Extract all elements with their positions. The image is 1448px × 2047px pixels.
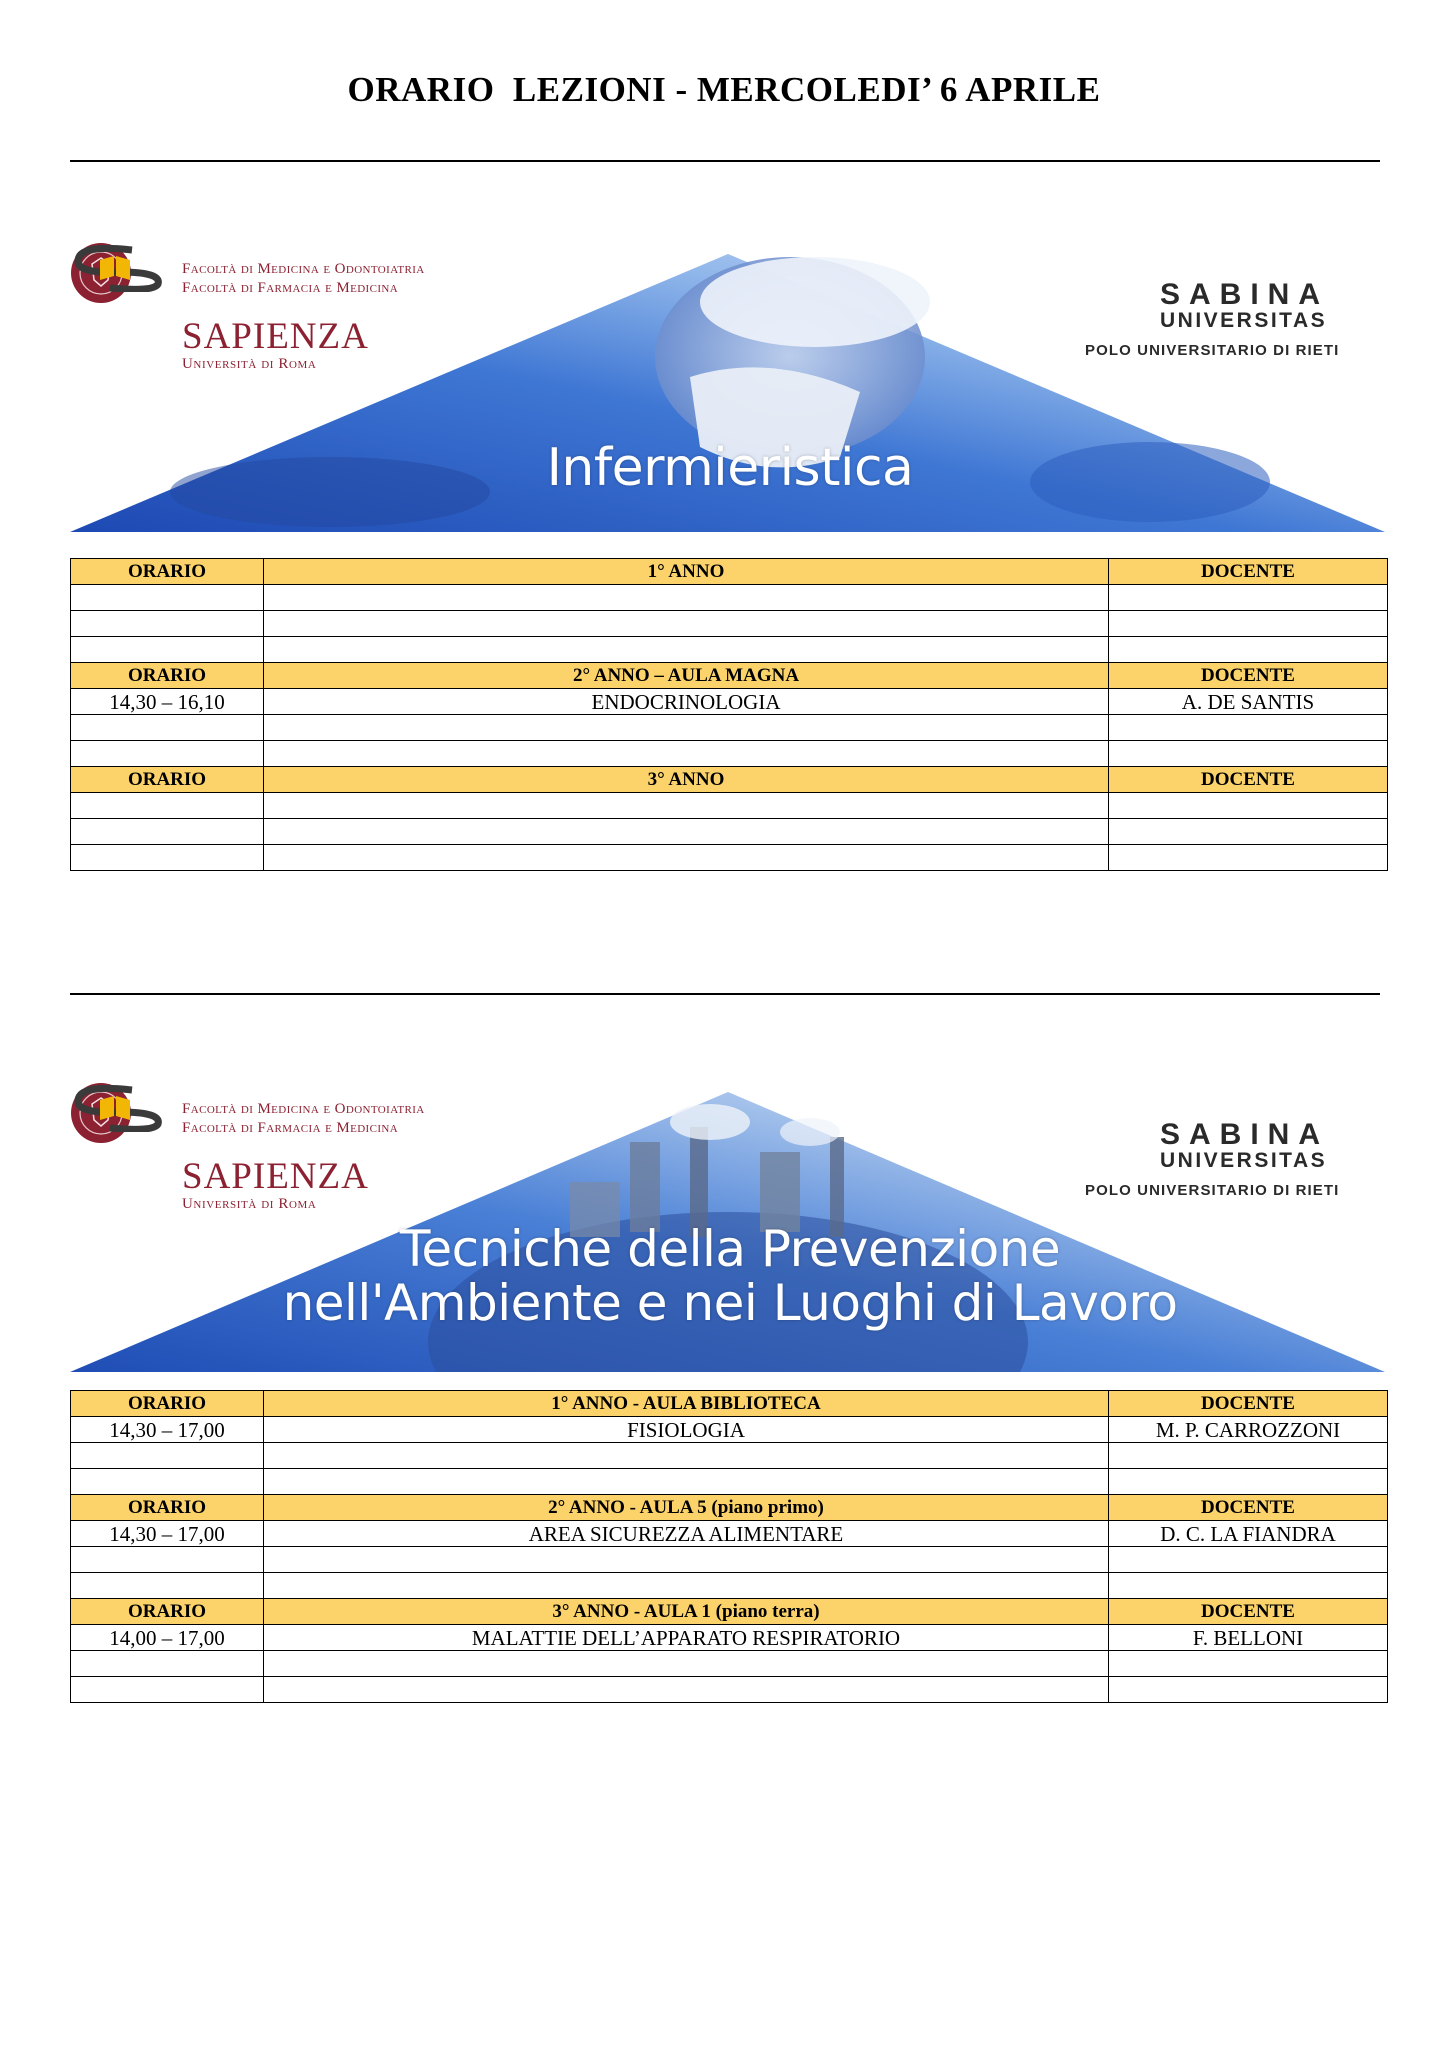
cell-docente: A. DE SANTIS	[1109, 689, 1388, 715]
sapienza-subtitle: Università di Roma	[182, 1196, 317, 1212]
table-header-row	[71, 1391, 1388, 1417]
banner-infermieristica	[70, 242, 1385, 532]
header-docente: DOCENTE	[1109, 559, 1388, 585]
header-docente: DOCENTE	[1109, 1495, 1388, 1521]
course-title-line-2: nell'Ambiente e nei Luoghi di Lavoro	[282, 1274, 1178, 1332]
table-row	[71, 793, 1388, 819]
cell-orario: 14,30 – 17,00	[71, 1417, 264, 1443]
table-row	[71, 715, 1388, 741]
cell-orario: 14,00 – 17,00	[71, 1625, 264, 1651]
course-title	[260, 1222, 1200, 1330]
divider	[70, 993, 1380, 995]
page-title: ORARIO LEZIONI - MERCOLEDI’ 6 APRILE	[347, 70, 1101, 109]
table-header-row	[71, 559, 1388, 585]
table-row	[71, 1651, 1388, 1677]
header-anno: 1° ANNO - AULA BIBLIOTECA	[264, 1391, 1109, 1417]
faculty-line-2: Facoltà di Farmacia e Medicina	[182, 280, 399, 296]
header-anno: 3° ANNO	[264, 767, 1109, 793]
table-row	[71, 845, 1388, 871]
table-row	[71, 1625, 1388, 1651]
schedule-table-tecniche-prevenzione	[70, 1390, 1388, 1703]
cell-materia: ENDOCRINOLOGIA	[264, 689, 1109, 715]
header-docente: DOCENTE	[1109, 767, 1388, 793]
sapienza-wordmark: SAPIENZA	[182, 1156, 369, 1197]
table-header-row	[71, 1495, 1388, 1521]
header-orario: ORARIO	[71, 1599, 264, 1625]
table-row	[71, 689, 1388, 715]
cell-docente: M. P. CARROZZONI	[1109, 1417, 1388, 1443]
table-row	[71, 585, 1388, 611]
faculty-names	[182, 260, 425, 298]
sabina-logo-icon	[70, 242, 170, 292]
faculty-line-1: Facoltà di Medicina e Odontoiatria	[182, 261, 425, 277]
table-header-row	[71, 1599, 1388, 1625]
cell-docente: F. BELLONI	[1109, 1625, 1388, 1651]
course-title-line-1: Tecniche della Prevenzione	[399, 1220, 1061, 1278]
table-row	[71, 1677, 1388, 1703]
schedule-table-infermieristica	[70, 558, 1388, 871]
cell-docente: D. C. LA FIANDRA	[1109, 1521, 1388, 1547]
cell-orario: 14,30 – 17,00	[71, 1521, 264, 1547]
header-orario: ORARIO	[71, 1495, 264, 1521]
table-row	[71, 611, 1388, 637]
header-anno: 2° ANNO - AULA 5 (piano primo)	[264, 1495, 1109, 1521]
course-title: Infermieristica	[546, 438, 914, 498]
universitas-wordmark: UNIVERSITAS	[1160, 1149, 1328, 1172]
header-orario: ORARIO	[71, 767, 264, 793]
header-orario: ORARIO	[71, 1391, 264, 1417]
table-row	[71, 1469, 1388, 1495]
faculty-names	[182, 1100, 425, 1138]
header-docente: DOCENTE	[1109, 1599, 1388, 1625]
table-row	[71, 741, 1388, 767]
sabina-wordmark: SABINA	[1160, 278, 1330, 311]
banner-tecniche-prevenzione	[70, 1082, 1385, 1372]
header-anno: 2° ANNO – AULA MAGNA	[264, 663, 1109, 689]
faculty-line-2: Facoltà di Farmacia e Medicina	[182, 1120, 399, 1136]
polo-rieti-label: POLO UNIVERSITARIO DI RIETI	[1085, 1182, 1340, 1199]
table-row	[71, 637, 1388, 663]
faculty-line-1: Facoltà di Medicina e Odontoiatria	[182, 1101, 425, 1117]
header-anno: 3° ANNO - AULA 1 (piano terra)	[264, 1599, 1109, 1625]
table-row	[71, 1547, 1388, 1573]
table-row	[71, 1443, 1388, 1469]
sapienza-subtitle: Università di Roma	[182, 356, 317, 372]
polo-rieti-label: POLO UNIVERSITARIO DI RIETI	[1085, 342, 1340, 359]
universitas-wordmark: UNIVERSITAS	[1160, 309, 1328, 332]
header-orario: ORARIO	[71, 559, 264, 585]
table-row	[71, 1521, 1388, 1547]
header-docente: DOCENTE	[1109, 663, 1388, 689]
cell-materia: MALATTIE DELL’APPARATO RESPIRATORIO	[264, 1625, 1109, 1651]
table-row	[71, 819, 1388, 845]
table-header-row	[71, 663, 1388, 689]
sapienza-wordmark: SAPIENZA	[182, 316, 369, 357]
sabina-logo-icon	[70, 1082, 170, 1132]
table-header-row	[71, 767, 1388, 793]
divider	[70, 160, 1380, 162]
table-row	[71, 1417, 1388, 1443]
cell-materia: AREA SICUREZZA ALIMENTARE	[264, 1521, 1109, 1547]
cell-materia: FISIOLOGIA	[264, 1417, 1109, 1443]
header-anno: 1° ANNO	[264, 559, 1109, 585]
sabina-wordmark: SABINA	[1160, 1118, 1330, 1151]
table-row	[71, 1573, 1388, 1599]
header-orario: ORARIO	[71, 663, 264, 689]
cell-orario: 14,30 – 16,10	[71, 689, 264, 715]
header-docente: DOCENTE	[1109, 1391, 1388, 1417]
